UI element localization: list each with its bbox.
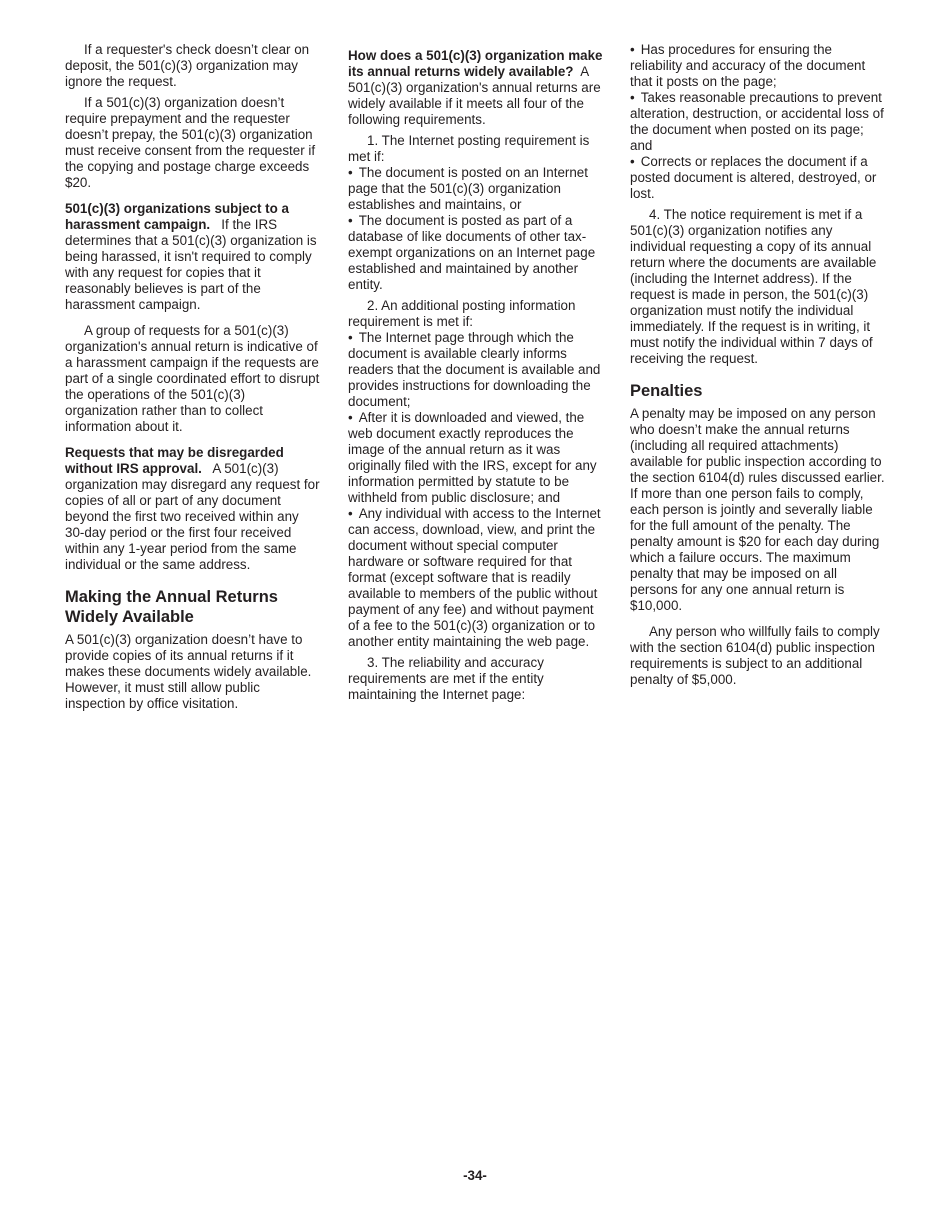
paragraph-widely-available-question xyxy=(348,48,604,128)
column-middle xyxy=(348,48,604,703)
column-right xyxy=(630,42,886,688)
runin-heading-disregard: Requests that may be disregarded without IRS approval. xyxy=(65,445,284,476)
paragraph-harassment-campaign xyxy=(65,201,321,313)
paragraph-willful-penalty: Any person who willfully fails to comply with the section 6104(d) public inspection requirements is subject to an additional penalty of $5,000. xyxy=(630,624,880,687)
section-heading-widely-available: Making the Annual Returns Widely Available xyxy=(65,588,278,626)
paragraph-penalty-amount: A penalty may be imposed on any person who doesn’t make the annual returns (including all required attachments) available for public inspection according to the section 6104(d) rules discussed earlier. If more than one person fails to comply, each person is jointly and severally liable for the full amount of the penalty. The penalty amount is $20 for each day during which a failure occurs. The maximum penalty that may be imposed on all persons for any one annual return is $10,000. xyxy=(630,406,885,613)
requirement-1: 1. The Internet posting requirement is met if: xyxy=(348,133,590,164)
runin-heading-harassment: 501(c)(3) organizations subject to a harassment campaign. xyxy=(65,201,289,232)
runin-heading-question: How does a 501(c)(3) organization make its annual returns widely available? xyxy=(348,48,603,79)
column-left xyxy=(65,42,321,712)
requirement-1-bullet: • The document is posted on an Internet page that the 501(c)(3) organization establishes and maintains, or xyxy=(348,165,604,213)
requirement-2-bullet: • After it is downloaded and viewed, the web document exactly reproduces the image of the annual return as it was originally filed with the IRS, except for any information permitted by statute to be withheld from public disclosure; and xyxy=(348,410,604,506)
requirement-2: 2. An additional posting information requirement is met if: xyxy=(348,298,576,329)
requirement-3-bullet: • Corrects or replaces the document if a posted document is altered, destroyed, or lost. xyxy=(630,154,886,202)
disregard-body-text: A 501(c)(3) organization may disregard any request for copies of all or part of any document beyond the first two received within any 30-day period or the first four received within any 1-year period from the same individual or the same address. xyxy=(65,461,320,572)
paragraph-widely-available-intro: A 501(c)(3) organization doesn’t have to provide copies of its annual returns if it makes these documents widely available. However, it must still allow public inspection by office visitation. xyxy=(65,632,312,711)
requirement-1-bullet: • The document is posted as part of a database of like documents of other tax-exempt organizations on an Internet page established and maintained by another entity. xyxy=(348,213,604,293)
paragraph-prepayment-consent: If a 501(c)(3) organization doesn’t require prepayment and the requester doesn’t prepay, the 501(c)(3) organization must receive consent from the requester if the copying and postage charge exceeds $20. xyxy=(65,95,316,190)
requirement-3: 3. The reliability and accuracy requirements are met if the entity maintaining the Internet page: xyxy=(348,655,544,702)
question-body-text: A 501(c)(3) organization's annual returns are widely available if it meets all four of the following requirements. xyxy=(348,64,601,127)
harassment-body-text: If the IRS determines that a 501(c)(3) organization is being harassed, it isn't required to comply with any request for copies that it reasonably believes is part of the harassment campaign. xyxy=(65,217,317,312)
requirement-4: 4. The notice requirement is met if a 501(c)(3) organization notifies any individual requesting a copy of its annual return where the documents are available (including the Internet address). If the request is made in person, the 501(c)(3) organization must notify the individual immediately. If the request is in writing, it must notify the individual within 7 days of receiving the request. xyxy=(630,207,877,366)
paragraph-disregard-requests xyxy=(65,445,321,573)
paragraph-check-not-clear: If a requester's check doesn’t clear on deposit, the 501(c)(3) organization may ignore the request. xyxy=(65,42,310,89)
requirement-2-bullet: • The Internet page through which the document is available clearly informs readers that the document is available and provides instructions for downloading the document; xyxy=(348,330,604,410)
requirement-3-bullet: • Takes reasonable precautions to prevent alteration, destruction, or accidental loss of the document when posted on its page; and xyxy=(630,90,886,154)
requirement-2-bullet: • Any individual with access to the Internet can access, download, view, and print the document without special computer hardware or software required for that format (except software that is readily available to members of the public without payment of any fee) and without payment of a fee to the 501(c)(3) organization or to another entity maintaining the web page. xyxy=(348,506,604,650)
page-number: -34- xyxy=(463,1168,487,1183)
paragraph-harassment-indicative: A group of requests for a 501(c)(3) organization's annual return is indicative of a harassment campaign if the requests are part of a single coordinated effort to disrupt the operations of the 501(c)(3) organization rather than to collect information about it. xyxy=(65,323,320,434)
section-heading-penalties: Penalties xyxy=(630,382,703,400)
requirement-3-bullet: • Has procedures for ensuring the reliability and accuracy of the document that it posts on the page; xyxy=(630,42,886,90)
